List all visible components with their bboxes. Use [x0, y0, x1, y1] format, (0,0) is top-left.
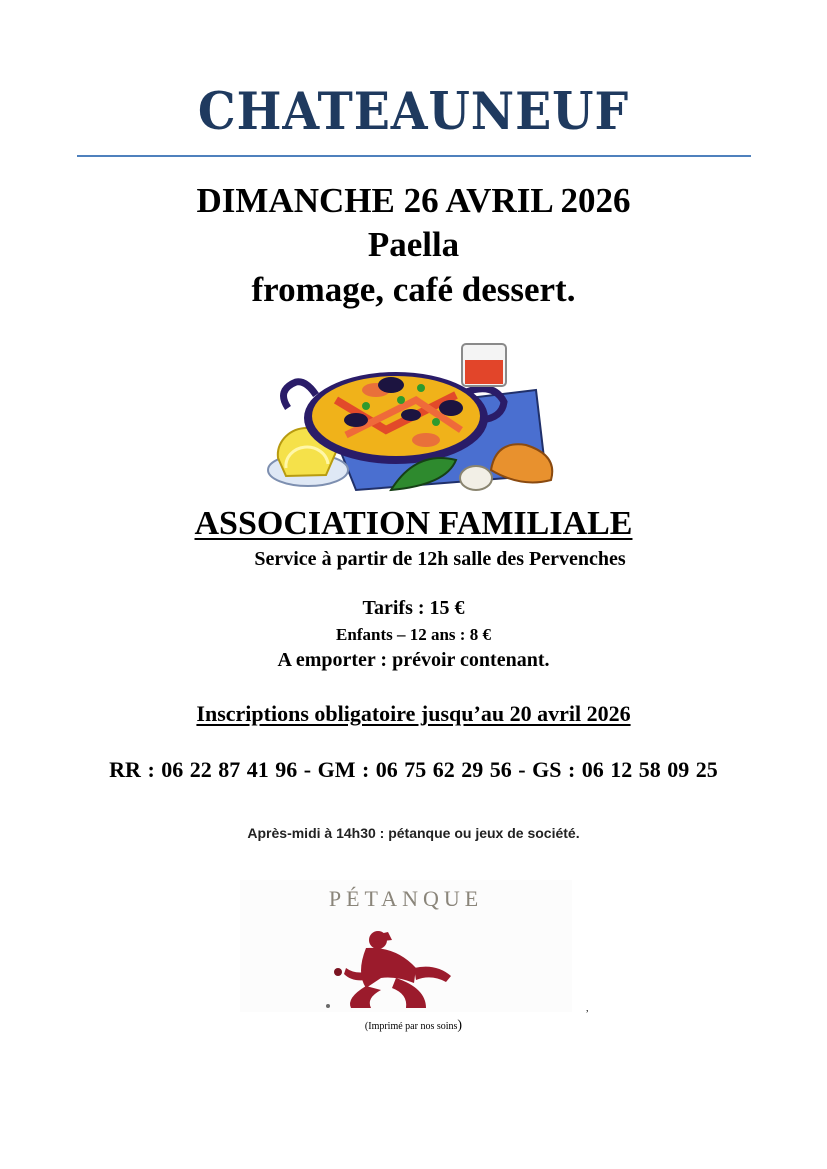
print-footnote	[0, 1018, 827, 1034]
event-sides: fromage, café dessert.	[251, 270, 576, 309]
paella-illustration	[266, 340, 559, 498]
petanque-image	[240, 880, 572, 1012]
service-info: Service à partir de 12h salle des Pervenches	[254, 548, 626, 570]
event-date: DIMANCHE 26 AVRIL 2026	[196, 181, 631, 220]
stray-mark: ,	[586, 1003, 589, 1014]
title-divider	[77, 155, 751, 157]
event-dish: Paella	[367, 225, 460, 264]
town-title: CHATEAUNEUF	[197, 82, 630, 142]
footnote-close: )	[457, 1018, 463, 1033]
children-price: Enfants – 12 ans : 8 €	[336, 625, 491, 644]
contact-phones: RR : 06 22 87 41 96 - GM : 06 75 62 29 56 - GS : 06 12 58 09 25	[109, 757, 718, 782]
footnote-text: (Imprimé par nos soins	[364, 1021, 458, 1032]
takeaway-note: A emporter : prévoir contenant.	[277, 649, 550, 671]
registration-deadline: Inscriptions obligatoire jusqu’au 20 avril 2026	[196, 701, 631, 726]
association-name: ASSOCIATION FAMILIALE	[194, 505, 633, 542]
petanque-label: PÉTANQUE	[328, 886, 484, 911]
adult-price: Tarifs : 15 €	[362, 597, 465, 619]
petanque-player-figure	[326, 928, 496, 1010]
afternoon-activities: Après-midi à 14h30 : pétanque ou jeux de société.	[247, 825, 580, 841]
